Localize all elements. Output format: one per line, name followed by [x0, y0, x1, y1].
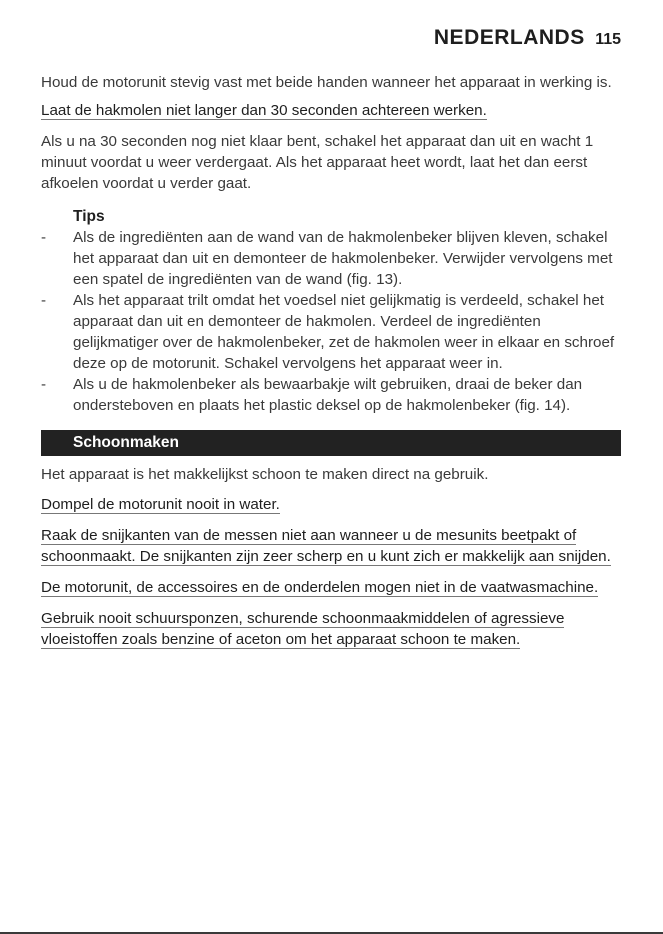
warning-text	[41, 100, 621, 121]
tip-text: Als de ingrediënten aan de wand van de hakmolenbeker blijven kleven, schakel het apparaat dan uit en demonteer de hakmolenbeker. Verwijder vervolgens met een spatel de ingrediënten van de wand (fig. 13).	[73, 229, 613, 288]
page-number: 115	[595, 31, 621, 48]
tip-text: Als het apparaat trilt omdat het voedsel niet gelijkmatig is verdeeld, schakel het apparaat dan uit en demonteer de hakmolen. Verdeel de ingrediënten gelijkmatiger over de hakmolenbeker, zet de hakmolen weer in elkaar en schroef deze op de motorunit. Schakel vervolgens het apparaat weer in.	[73, 292, 615, 372]
tip-item	[41, 290, 621, 374]
list-dash: -	[41, 229, 47, 246]
warning-text	[41, 494, 621, 515]
tip-item	[41, 374, 621, 416]
warning-text	[41, 525, 621, 567]
tip-item	[41, 227, 621, 290]
intro-paragraph: Houd de motorunit stevig vast met beide handen wanneer het apparaat in werking is.	[41, 74, 612, 91]
warning-text	[41, 608, 621, 650]
warning-text-content: Dompel de motorunit nooit in water.	[41, 496, 280, 513]
warning-text-content: De motorunit, de accessoires en de onderdelen mogen niet in de vaatwasmachine.	[41, 579, 599, 596]
list-dash: -	[41, 292, 47, 309]
list-dash: -	[41, 376, 47, 393]
page-header	[41, 22, 621, 54]
warning-text	[41, 577, 621, 598]
language-heading: NEDERLANDS	[433, 26, 585, 49]
tip-text: Als u de hakmolenbeker als bewaarbakje wilt gebruiken, draai de beker dan ondersteboven en plaats het plastic deksel op de hakmolenbeker (fig. 14).	[73, 376, 583, 414]
manual-page	[41, 22, 621, 650]
section-heading-bar: Schoonmaken	[41, 430, 621, 456]
tips-heading: Tips	[73, 208, 105, 225]
cleaning-paragraph: Het apparaat is het makkelijkst schoon te maken direct na gebruik.	[41, 466, 489, 483]
tips-list	[41, 227, 621, 416]
warning-text-content: Raak de snijkanten van de messen niet aan wanneer u de mesunits beetpakt of schoonmaakt. De snijkanten zijn zeer scherp en u kunt zich er makkelijk aan snijden.	[41, 527, 611, 565]
warning-text-content: Laat de hakmolen niet langer dan 30 seconden achtereen werken.	[41, 102, 487, 119]
instruction-paragraph: Als u na 30 seconden nog niet klaar bent, schakel het apparaat dan uit en wacht 1 minuut voordat u weer verdergaat. Als het apparaat heet wordt, laat het dan eerst afkoelen voordat u verder gaat.	[41, 133, 594, 192]
warning-text-content: Gebruik nooit schuursponzen, schurende schoonmaakmiddelen of agressieve vloeistoffen zoals benzine of aceton om het apparaat schoon te maken.	[41, 610, 565, 648]
